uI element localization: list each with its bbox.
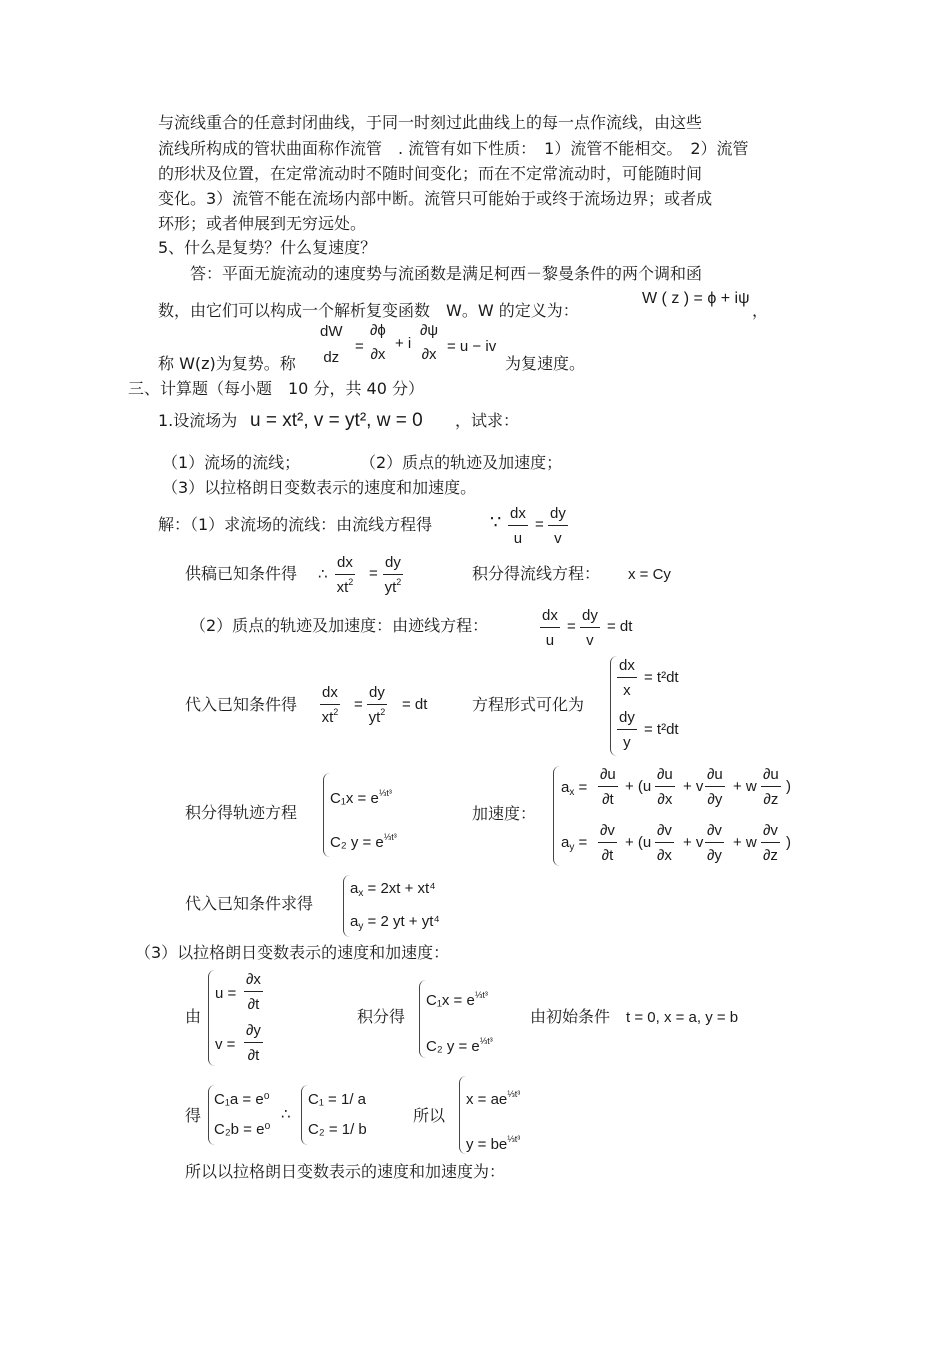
- denominator: ∂x: [370, 346, 386, 363]
- integrate-label-3: 积分得: [357, 1007, 406, 1026]
- fraction-dv-dt: $\frac{\partial v}{\partial t}$: [600, 822, 615, 864]
- fraction-dx-u: $\frac{dx}{u}$: [510, 505, 526, 547]
- brace-system-1: [610, 656, 617, 756]
- therefore-symbol: ∴: [318, 566, 328, 583]
- t2dt-2: = t²dt: [644, 721, 679, 738]
- form-label: 方程形式可化为: [472, 695, 585, 714]
- fraction-dv-dx: $\frac{\partial v}{\partial x}$: [657, 822, 672, 864]
- text-line-1: 与流线重合的任意封闭曲线，于同一时刻过此曲线上的每一点作流线，由这些: [158, 113, 703, 132]
- numerator: dW: [320, 323, 343, 340]
- text-line-4: 变化。3）流管不能在流场内部中断。流管只可能始于或终于流场边界；或者成: [158, 189, 713, 208]
- fraction-dpsi-dx: [418, 322, 440, 364]
- fraction-dy-v-2: $\frac{dy}{v}$: [582, 607, 598, 649]
- fraction-du-dt: $\frac{\partial u}{\partial t}$: [600, 766, 616, 808]
- brace-accel-result: [343, 875, 350, 937]
- ax-symbol: $a_x$ =: [561, 779, 588, 798]
- equals: =: [355, 338, 364, 355]
- brace-final-xy: [459, 1076, 466, 1154]
- fraction-du-dx: $\frac{\partial u}{\partial x}$: [657, 766, 673, 808]
- therefore-2: ∴: [281, 1106, 291, 1123]
- brace-integrate-3: [419, 980, 426, 1058]
- numerator: ∂ϕ: [370, 322, 386, 339]
- fraction-dx-dt: $\frac{\partial x}{\partial t}$: [246, 971, 261, 1013]
- item-1: （1）流场的流线；: [162, 453, 301, 472]
- trajectory-c1x: $C_1x = e^{\frac{1}{3}t^3}$: [330, 788, 392, 807]
- solution-2: （2）质点的轨迹及加速度：由迹线方程：: [190, 616, 489, 635]
- text-line-2: 流线所构成的管状曲面称作流管 . 流管有如下性质： 1）流管不能相交。 2）流管: [158, 139, 749, 158]
- numerator: ∂ψ: [420, 322, 439, 339]
- fraction-dy-yt2-b: $\frac{dy}{yt^2}$: [368, 684, 386, 726]
- fraction-dy-y: $\frac{dy}{y}$: [619, 709, 635, 751]
- brace-acceleration: [553, 766, 560, 866]
- problem-ask: ，试求：: [455, 411, 520, 430]
- acceleration-label: 加速度：: [472, 804, 537, 823]
- text-line-3: 的形状及位置，在定常流动时不随时间变化；而在不定常流动时，可能随时间: [158, 164, 703, 183]
- v-equals: v =: [215, 1036, 236, 1053]
- fraction-dx-u-2: $\frac{dx}{u}$: [542, 607, 558, 649]
- fraction-dx-xt2-b: $\frac{dx}{xt^2}$: [321, 684, 339, 726]
- c2-value: C₂ = 1/ b: [308, 1121, 367, 1138]
- brace-constants-2: [301, 1085, 308, 1145]
- fraction-dv-dy: $\frac{\partial v}{\partial y}$: [707, 822, 722, 864]
- section-title: 三、计算题（每小题 10 分，共 40 分）: [128, 379, 424, 398]
- streamline-equation: x = Cy: [628, 566, 671, 583]
- brace-trajectory: [323, 773, 330, 857]
- c1a-eq: C₁a = e⁰: [214, 1091, 270, 1108]
- equals-dt-2: = dt: [402, 696, 428, 713]
- trajectory-c2y: C₂ $y = e^{\frac{1}{3}t^3}$: [330, 832, 397, 851]
- final-line: 所以以拉格朗日变数表示的速度和加速度为：: [185, 1162, 506, 1181]
- answer-line-2: 数，由它们可以构成一个解析复变函数 W。W 的定义为：: [158, 301, 579, 320]
- fraction-dx-xt2: $\frac{dx}{xt^2}$: [336, 554, 354, 596]
- fraction-dphi-dx: [368, 322, 388, 364]
- de-label: 得: [185, 1106, 202, 1125]
- fraction-dw-dz: [318, 323, 345, 367]
- text-line-5: 环形；或者伸展到无穷远处。: [158, 214, 367, 233]
- item-2: （2）质点的轨迹及加速度；: [360, 453, 563, 472]
- integrate-trajectory: 积分得轨迹方程: [185, 803, 298, 822]
- item-3: （3）以拉格朗日变数表示的速度和加速度。: [162, 478, 477, 497]
- you-label: 由: [185, 1007, 202, 1026]
- denominator: ∂x: [421, 346, 437, 363]
- comma: ，: [752, 301, 769, 320]
- suoyi-label: 所以: [413, 1106, 446, 1125]
- fraction-dv-dz: $\frac{\partial v}{\partial z}$: [763, 822, 778, 864]
- fraction-dx-x: $\frac{dx}{x}$: [619, 657, 635, 699]
- plus-i: + i: [395, 335, 412, 352]
- answer-line-3-right: 为复速度。: [505, 354, 586, 373]
- t2dt-1: = t²dt: [644, 669, 679, 686]
- velocity-field: u = xt², v = yt², w = 0: [250, 410, 423, 431]
- fraction-dy-v: $\frac{dy}{v}$: [550, 505, 566, 547]
- answer-line-1: 答：平面无旋流动的速度势与流函数是满足柯西－黎曼条件的两个调和函: [190, 264, 703, 283]
- equals-dt: = dt: [607, 618, 633, 635]
- ax-result: $a_x = 2xt + xt^4$: [350, 880, 436, 899]
- complex-velocity-rhs: = u − iv: [447, 338, 497, 355]
- w-definition: W ( z ) = ϕ + iψ: [642, 290, 750, 307]
- substitute-given: 代入已知条件得: [185, 695, 298, 714]
- substitute-result: 代入已知条件求得: [185, 894, 314, 913]
- initial-condition: t = 0, x = a, y = b: [626, 1009, 739, 1026]
- question-5: 5、什么是复势？什么复速度？: [158, 238, 377, 257]
- fraction-du-dy: $\frac{\partial u}{\partial y}$: [707, 766, 723, 808]
- c1-value: C₁ = 1/ a: [308, 1091, 367, 1108]
- integrate-streamline: 积分得流线方程：: [472, 564, 601, 583]
- solution-1: 解：（1）求流场的流线：由流线方程得: [158, 515, 433, 534]
- fraction-dy-dt: $\frac{\partial y}{\partial t}$: [246, 1022, 261, 1064]
- ay-symbol: $a_y$ =: [561, 834, 588, 853]
- c2y-3: C₂ $y = e^{\frac{1}{3}t^3}$: [426, 1036, 493, 1055]
- brace-lagrange-velocity: [208, 970, 215, 1066]
- problem-intro: 1.设流场为: [158, 411, 238, 430]
- given-1: 供稿已知条件得: [185, 564, 298, 583]
- ay-result: $a_y = 2$ yt + yt⁴: [350, 913, 440, 932]
- denominator: dz: [323, 349, 340, 366]
- because-symbol: ∵: [490, 512, 502, 532]
- initial-condition-label: 由初始条件: [530, 1007, 611, 1026]
- u-equals: u =: [215, 985, 237, 1002]
- y-be: $y = be^{\frac{1}{3}t^3}$: [466, 1134, 521, 1153]
- fraction-dy-yt2: $\frac{dy}{yt^2}$: [384, 554, 402, 596]
- answer-line-3-left: 称 W(z)为复势。称: [158, 354, 296, 373]
- fraction-du-dz: $\frac{\partial u}{\partial z}$: [763, 766, 779, 808]
- c1x-3: $C_1x = e^{\frac{1}{3}t^3}$: [426, 990, 488, 1009]
- x-ae: $x = ae^{\frac{1}{3}t^3}$: [466, 1089, 521, 1108]
- c2b-eq: C₂b = e⁰: [214, 1121, 271, 1138]
- solution-3: （3）以拉格朗日变数表示的速度和加速度：: [135, 943, 450, 962]
